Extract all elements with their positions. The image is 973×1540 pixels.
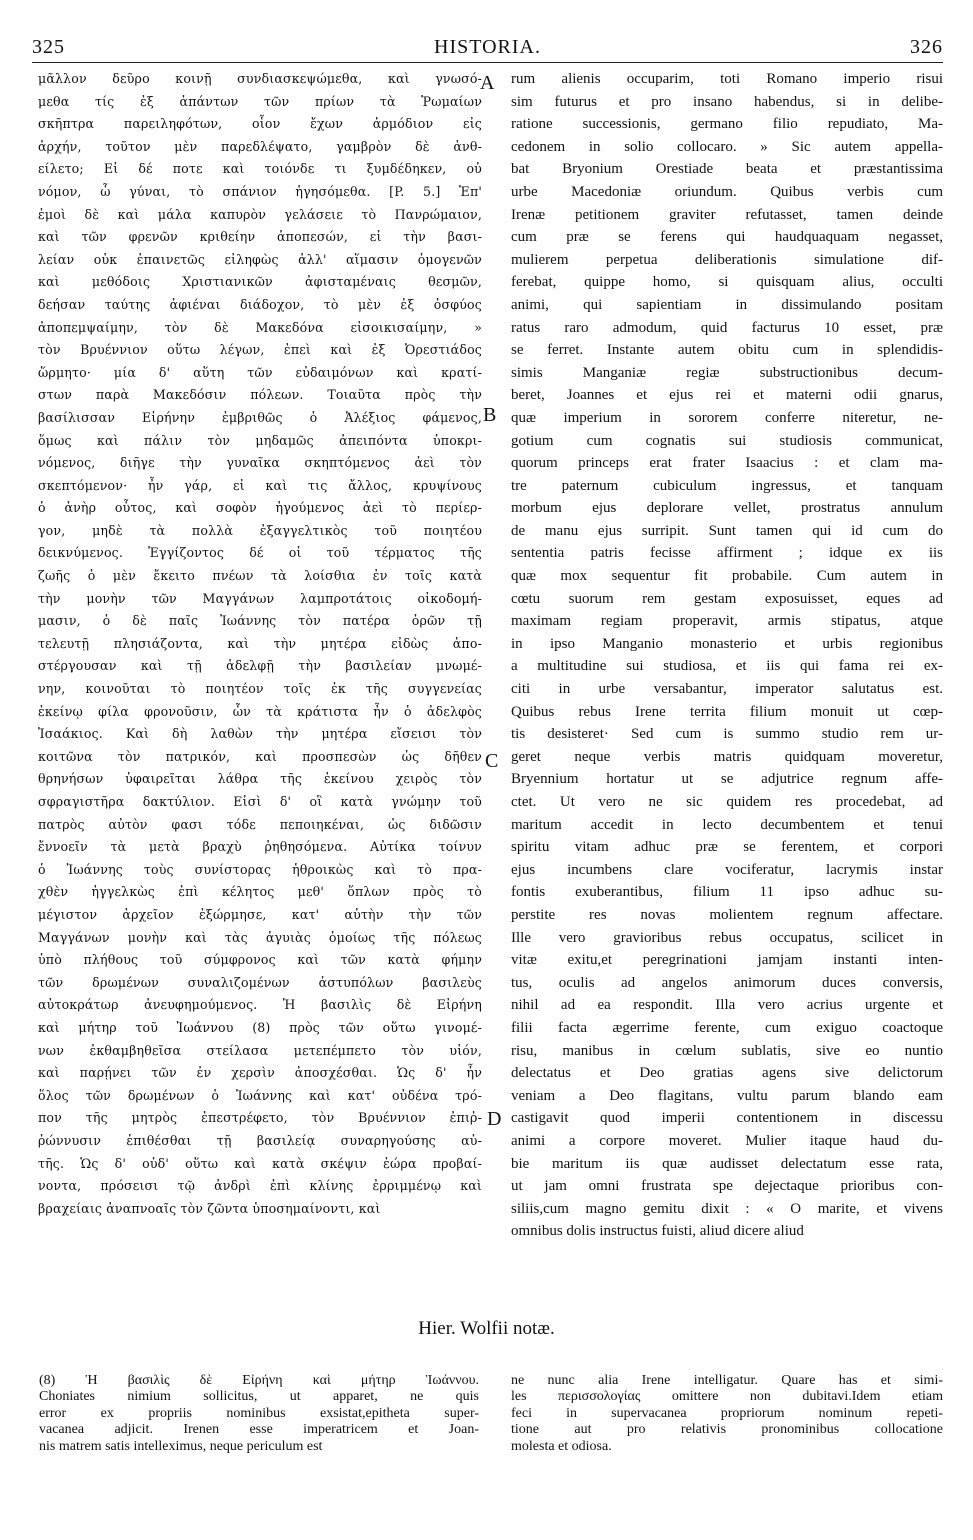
note-line: molesta et odiosa. [511, 1438, 612, 1454]
greek-text-line: καὶ τῶν φρενῶν κριθείην ἀποπεσών, εἰ τὴν βασι- [38, 229, 482, 245]
latin-text-line: quæ imperium in sororem conferre niteretur, ne- [511, 409, 943, 426]
latin-text-line: cum præ se ferens qui haudquaquam negasset, [511, 229, 943, 246]
greek-text-line: δεικνύμενος. Ἐγγίζοντος δέ οἱ τοῦ τέρματος τῆς [38, 545, 482, 561]
greek-text-line: σφραγιστῆρα δακτύλιον. Εἰσὶ δ' οἳ κατὰ γνώμην τοῦ [38, 794, 482, 809]
greek-text-line: νην, κοινοῦται τὸ ποιητέον τοῖς ἐκ τῆς συγγενείας [38, 681, 482, 697]
greek-text-line: καὶ μεθόδοις Χριστιανικῶν ἀφισταμέναις θεσμῶν, [38, 274, 482, 290]
latin-text-line: ratione successionis, germano filio repudiato, Ma- [511, 116, 943, 133]
greek-text-column [38, 68, 482, 1220]
latin-text-line: de manu ejus surripit. Sunt tamen qui id cum do [511, 522, 943, 539]
latin-text-line: quæ mox sequentur fit probabile. Cum autem in [511, 568, 943, 585]
greek-text-line: μεθα τίς ἐξ ἁπάντων τῶν πρίων τὰ Ῥωμαίων [38, 93, 482, 109]
greek-text-line: δεήσαν ταύτης ἀφιέναι διάδοχον, τὸ μὲν ἐξ ὀσφύος [38, 296, 482, 312]
latin-text-line: ut jam omni frustrata spe dejectaque prioribus con- [511, 1178, 943, 1195]
latin-text-line: omnibus dolis instructus fuisti, aliud dicere aliud [511, 1223, 804, 1240]
latin-text-line: se ferret. Instante autem obitu cum in splendidis- [511, 342, 943, 359]
latin-text-line: maritum accedit in lecto decumbentem et tenui [511, 816, 943, 833]
latin-text-line: a multitudine sui studiosa, et iis qui fama rei ex- [511, 658, 943, 675]
margin-marker-d: D [487, 1108, 502, 1130]
margin-marker-b: B [483, 404, 497, 426]
greek-text-line: νόμενος, διῆγε τὴν γυναῖκα σκηπτόμενος ἀεὶ τὸν [38, 455, 482, 471]
note-line: nis matrem satis intelleximus, neque periculum est [39, 1438, 323, 1454]
greek-text-line: τῶν δρωμένων συναλιζομένων ἀστυπόλων βασιλεὺς [38, 974, 482, 990]
greek-text-line: ἀποπεμψαίμην, τὸν δὲ Μακεδόνα εἰσοικισαίμην, » [38, 319, 482, 335]
greek-text-line: μασιν, ὁ δὲ παῖς Ἰωάννης τὸν πατέρα ὁρῶν τῇ [38, 613, 482, 629]
greek-text-line: τελευτῇ πλησιάζοντα, καὶ τὴν μητέρα εἰδὼς ἀπο- [38, 635, 482, 651]
greek-text-line: ἐκείνῳ φίλα φρονοῦσιν, ὧν τὰ κράτιστα ἦν ὁ ἀδελφὸς [38, 703, 482, 719]
latin-text-line: geret neque verbis matris quidquam moveretur, [511, 748, 943, 765]
greek-text-line: ὁ Ἰωάννης τοὺς συνίστορας ἡθροικὼς καὶ τὸ πρα- [38, 861, 482, 877]
latin-text-line: spiritu vitam adhuc præ se ferentem, et corpori [511, 839, 943, 856]
note-line: les περισσολογίας omittere non dubitavi.Idem etiam [511, 1389, 943, 1405]
latin-text-line: risu, manibus in cœlum sublatis, sive eo nuntio [511, 1042, 943, 1059]
greek-text-line: ὅλος τῶν δρωμένων ὁ Ἰωάννης καὶ κατ' οὐδένα τρό- [38, 1087, 482, 1103]
latin-text-line: Bryennium hortatur ut se adjutrice regnum affe- [511, 771, 943, 788]
greek-text-line: Μαγγάνων μονὴν καὶ τὰς ἀγυιὰς ὁμοίως τῆς πόλεως [38, 929, 482, 945]
greek-text-line: Ἰσαάκιος. Καὶ δὴ λαθὼν τὴν μητέρα εἴσεισι τὸν [38, 726, 482, 742]
latin-text-line: mulierem perpetua deliberationis simulatione dif- [511, 251, 943, 268]
greek-text-line: χθὲν ἠγγελκὼς ἐπὶ κέλητος μεθ' ὅπλων πρὸς τὸ [38, 884, 482, 900]
latin-text-line: ejus incumbens clare vociferatur, lacrymis instar [511, 861, 943, 878]
greek-text-line: πον τῆς μητρὸς ἐπεστρέφετο, τὸν Βρυέννιον ἐπιῤ- [38, 1110, 482, 1126]
greek-text-line: στέργουσαν καὶ τῇ ἀδελφῇ τὴν βασιλείαν μνωμέ- [38, 658, 482, 674]
latin-text-line: delectatus et Deo gratias agens sive delictorum [511, 1065, 943, 1082]
greek-text-line: νόμον, ὦ γύναι, τὸ σπάνιον ἡγησόμεθα. [P. 5.] Ἐπ' [38, 183, 482, 199]
latin-text-line: fontis exuberantibus, filium 11 ipso adhuc su- [511, 884, 943, 901]
greek-text-line: σκεπτόμενον· ἦν γάρ, εἰ καὶ τις ἄλλος, κρυψίνους [38, 477, 482, 493]
latin-text-line: rum alienis occuparim, toti Romano imperio risui [511, 71, 943, 87]
latin-text-line: Ille vero gravioribus rebus occupatus, scilicet in [511, 929, 943, 946]
greek-text-line: ἀρχήν, τοῦτον μὲν παρεδλέψατο, γαμβρὸν δὲ ἀνθ- [38, 138, 482, 154]
greek-text-line: σκῆπτρα παρειληφότων, οἷον ἔχων ἁρμόδιον εἰς [38, 116, 482, 132]
greek-text-line: πατρὸς αὐτὸν φασι τόδε πεποιηκέναι, ὡς διδῶσιν [38, 816, 482, 832]
latin-text-line: quorum princeps erat frater Isaacius : et clam ma- [511, 455, 943, 472]
note-line: error ex propriis nominibus exsistat,epitheta super- [39, 1405, 479, 1421]
latin-text-line: Irenæ petitionem graviter refutasset, tamen deinde [511, 206, 943, 223]
notes-left-column [39, 1373, 479, 1455]
latin-text-line: tus, oculis ad angelos animorum duces conversis, [511, 974, 943, 991]
latin-text-line: tis desisteret· Sed cum is summo studio rem ur- [511, 726, 943, 743]
latin-text-line: citi in urbe versabantur, imperator salutatus est. [511, 681, 943, 698]
greek-text-line: είλετο; Εἰ δέ ποτε καὶ τοιόνδε τι ξυμδέδηκεν, οὐ [38, 161, 482, 177]
latin-text-column [511, 68, 943, 1243]
margin-marker-a: A [480, 72, 495, 94]
latin-text-line: bie maritum iis quæ audisset delectatum esse rata, [511, 1155, 943, 1172]
running-title: HISTORIA. [434, 36, 541, 58]
latin-text-line: tre paternum cubiculum ingressus, et tanquam [511, 477, 943, 494]
note-line: vacanea adjicit. Irenen esse imperatricem et Joan- [39, 1422, 479, 1438]
greek-text-line: θρηνήσων ὑφαιρεῖται λάθρα τῆς ἐκείνου χειρὸς τὸν [38, 771, 482, 787]
greek-text-line: γον, μηδὲ τὰ πολλὰ ἐξαγγελτικὸς τοῦ ποιητέου [38, 522, 482, 538]
latin-text-line: animi a corpore moveret. Mulier itaque haud du- [511, 1132, 943, 1149]
header-rule [32, 62, 943, 63]
latin-text-line: cedonem in solio collocaro. » Sic autem appella- [511, 138, 943, 155]
note-line: ne nunc alia Irene intelligatur. Quare has et simi- [511, 1373, 943, 1388]
greek-text-line: μέγιστον ἀρχεῖον ἐξώρμησε, κατ' αὐτὴν τὴν τῶν [38, 906, 482, 922]
latin-text-line: veniam a Deo flagitans, vultu parum blando eam [511, 1087, 943, 1104]
greek-text-line: στων παρὰ Μακεδόσιν πόλεων. Τοιαῦτα πρὸς τὴν [38, 387, 482, 403]
greek-text-line: καὶ μήτηρ τοῦ Ἰωάννου (8) πρὸς τῶν οὕτω γινομέ- [38, 1019, 482, 1035]
latin-text-line: gotium cum cognatis sui studiosis communicat, [511, 432, 943, 449]
note-line: (8) Ἡ βασιλὶς δὲ Εἰρήνη καὶ μήτηρ Ἰωάννου. [39, 1373, 479, 1388]
latin-text-line: castigavit quod imperii contentionem in discessu [511, 1110, 943, 1127]
margin-marker-c: C [485, 750, 499, 772]
greek-text-line: ὅμως καὶ πάλιν τὸν μηδαμῶς ἀπειπόντα ὑποκρι- [38, 432, 482, 448]
greek-text-line: ἔννοεῖν τὰ μετὰ βραχὺ ῥηθησόμενα. Αὐτίκα τοίνυν [38, 839, 482, 855]
latin-text-line: ratus raro admodum, quid facturus 10 esset, præ [511, 319, 943, 336]
latin-text-line: siliis,cum magno gemitu dixit : « O marite, et vivens [511, 1200, 943, 1217]
notes-right-column [511, 1373, 943, 1455]
greek-text-line: ὑπὸ πλήθους τοῦ σύμφρονος καὶ τῶν κατὰ φήμην [38, 952, 482, 968]
greek-text-line: καὶ παρῄνει τῶν ἐν χερσὶν ἀποσχέσθαι. Ὡς δ' ἦν [38, 1065, 482, 1081]
greek-text-line: ἐμοὶ δὲ καὶ μάλα καπυρὸν γελάσειε τὸ Πανρώμαιον, [38, 206, 482, 222]
greek-text-line: ὁ ἀνὴρ οὗτος, καὶ σοφὸν ἡγούμενος ἀεὶ τὸ περίερ- [38, 500, 482, 516]
greek-text-line: νων ἐκθαμβηθεῖσα στείλασα μετεπέμπετο τὸν υἱόν, [38, 1042, 482, 1058]
greek-text-line: νοντα, πρόσεισι τῷ ἀνδρὶ ἐπὶ κλίνης ἐρριμμένῳ καὶ [38, 1178, 482, 1194]
latin-text-line: ctet. Ut vero ne sic quidem res procedebat, ad [511, 794, 943, 810]
latin-text-line: animi, qui sapientiam in dissimulando positam [511, 296, 943, 313]
note-line: tione aut pro relativis pronominibus collocatione [511, 1422, 943, 1438]
latin-text-line: ferebat, quippe homo, si quisquam alius, occulti [511, 274, 943, 291]
latin-text-line: simis Manganiæ regiæ substructionibus decum- [511, 364, 943, 381]
latin-text-line: vitæ exitu,et peregrinationi jamjam instanti inten- [511, 952, 943, 969]
latin-text-line: filii facta ægerrime ferente, cum exiguo coactoque [511, 1019, 943, 1036]
latin-text-line: in ipso Manganio monasterio et urbis regionibus [511, 635, 943, 652]
note-line: Choniates nimium sollicitus, ut apparet, ne quis [39, 1389, 479, 1405]
latin-text-line: morbum ejus deplorare vellet, prostratus annulum [511, 500, 943, 517]
greek-text-line: ῥώννυσιν ἐπιθέσθαι τῇ βασιλείᾳ συναρηγούσης αὐ- [38, 1132, 482, 1148]
greek-text-line: αὐτοκράτωρ ἀνευφημούμενος. Ἡ βασιλὶς δὲ Εἰρήνη [38, 997, 482, 1013]
latin-text-line: perstite res novas molientem regnum affectare. [511, 906, 943, 923]
note-line: feci in supervacanea propriorum nominum repeti- [511, 1405, 943, 1421]
greek-text-line: τὸν Βρυέννιον οὕτω λέγων, ἐπεὶ καὶ ἐξ Ὀρεστιάδος [38, 342, 482, 358]
greek-text-line: ὥρμητο· μία δ' αὕτη τῶν εὐδαιμόνων καὶ κρατί- [38, 364, 482, 380]
greek-text-line: τὴν μονὴν τῶν Μαγγάνων λαμπροτάτοις οἰκοδομή- [38, 590, 482, 606]
page-number-left: 325 [32, 36, 65, 58]
latin-text-line: sententia patris fecisse affirment ; idque ex iis [511, 545, 943, 562]
latin-text-line: sim futurus et pro insano habendus, si in delibe- [511, 93, 943, 110]
page-number-right: 326 [910, 36, 943, 58]
greek-text-line: βασίλισσαν Εἰρήνην ἐμβριθῶς ὁ Ἀλέξιος φάμενος, [38, 409, 482, 425]
greek-text-line: λείαν οὐκ ἐπαινετῶς εἰληφὼς ἀλλ' αἵμασιν ὁμογενῶν [38, 251, 482, 267]
greek-text-line: κοιτῶνα τὸν πατρικόν, καὶ προσπεσὼν ὡς δῆθεν [38, 748, 482, 764]
greek-text-line: τῆς. Ὡς δ' οὐδ' οὕτω καὶ κατὰ σκέψιν ἑώρα προβαί- [38, 1155, 482, 1171]
latin-text-line: cœtu suorum rem gestam exposuisset, eques ad [511, 590, 943, 607]
latin-text-line: bat Bryonium Orestiade beata et præstantissima [511, 161, 943, 178]
latin-text-line: maximam regiam properavit, armis stipatus, atque [511, 613, 943, 630]
latin-text-line: nihil ad ea respondit. Illa vero acrius urgente et [511, 997, 943, 1014]
latin-text-line: Quibus rebus Irene territa filium monuit ut cœp- [511, 703, 943, 720]
notes-title: Hier. Wolfii notæ. [418, 1318, 555, 1339]
greek-text-line: μᾶλλον δεῦρο κοινῇ συνδιασκεψώμεθα, καὶ γνωσό- [38, 71, 482, 86]
latin-text-line: beret, Joannes et ejus rei et materni odii gnarus, [511, 387, 943, 404]
greek-text-line: ζωῆς ὁ μὲν ἔκειτο πνέων τὰ λοίσθια ἐν τοῖς κατὰ [38, 568, 482, 584]
greek-text-line: βραχείαις ἀναπνοαῖς τὸν ζῶντα ὑποσημαίνοντι, καὶ [38, 1200, 381, 1216]
latin-text-line: urbe Macedoniæ oriundum. Quibus verbis cum [511, 183, 943, 200]
